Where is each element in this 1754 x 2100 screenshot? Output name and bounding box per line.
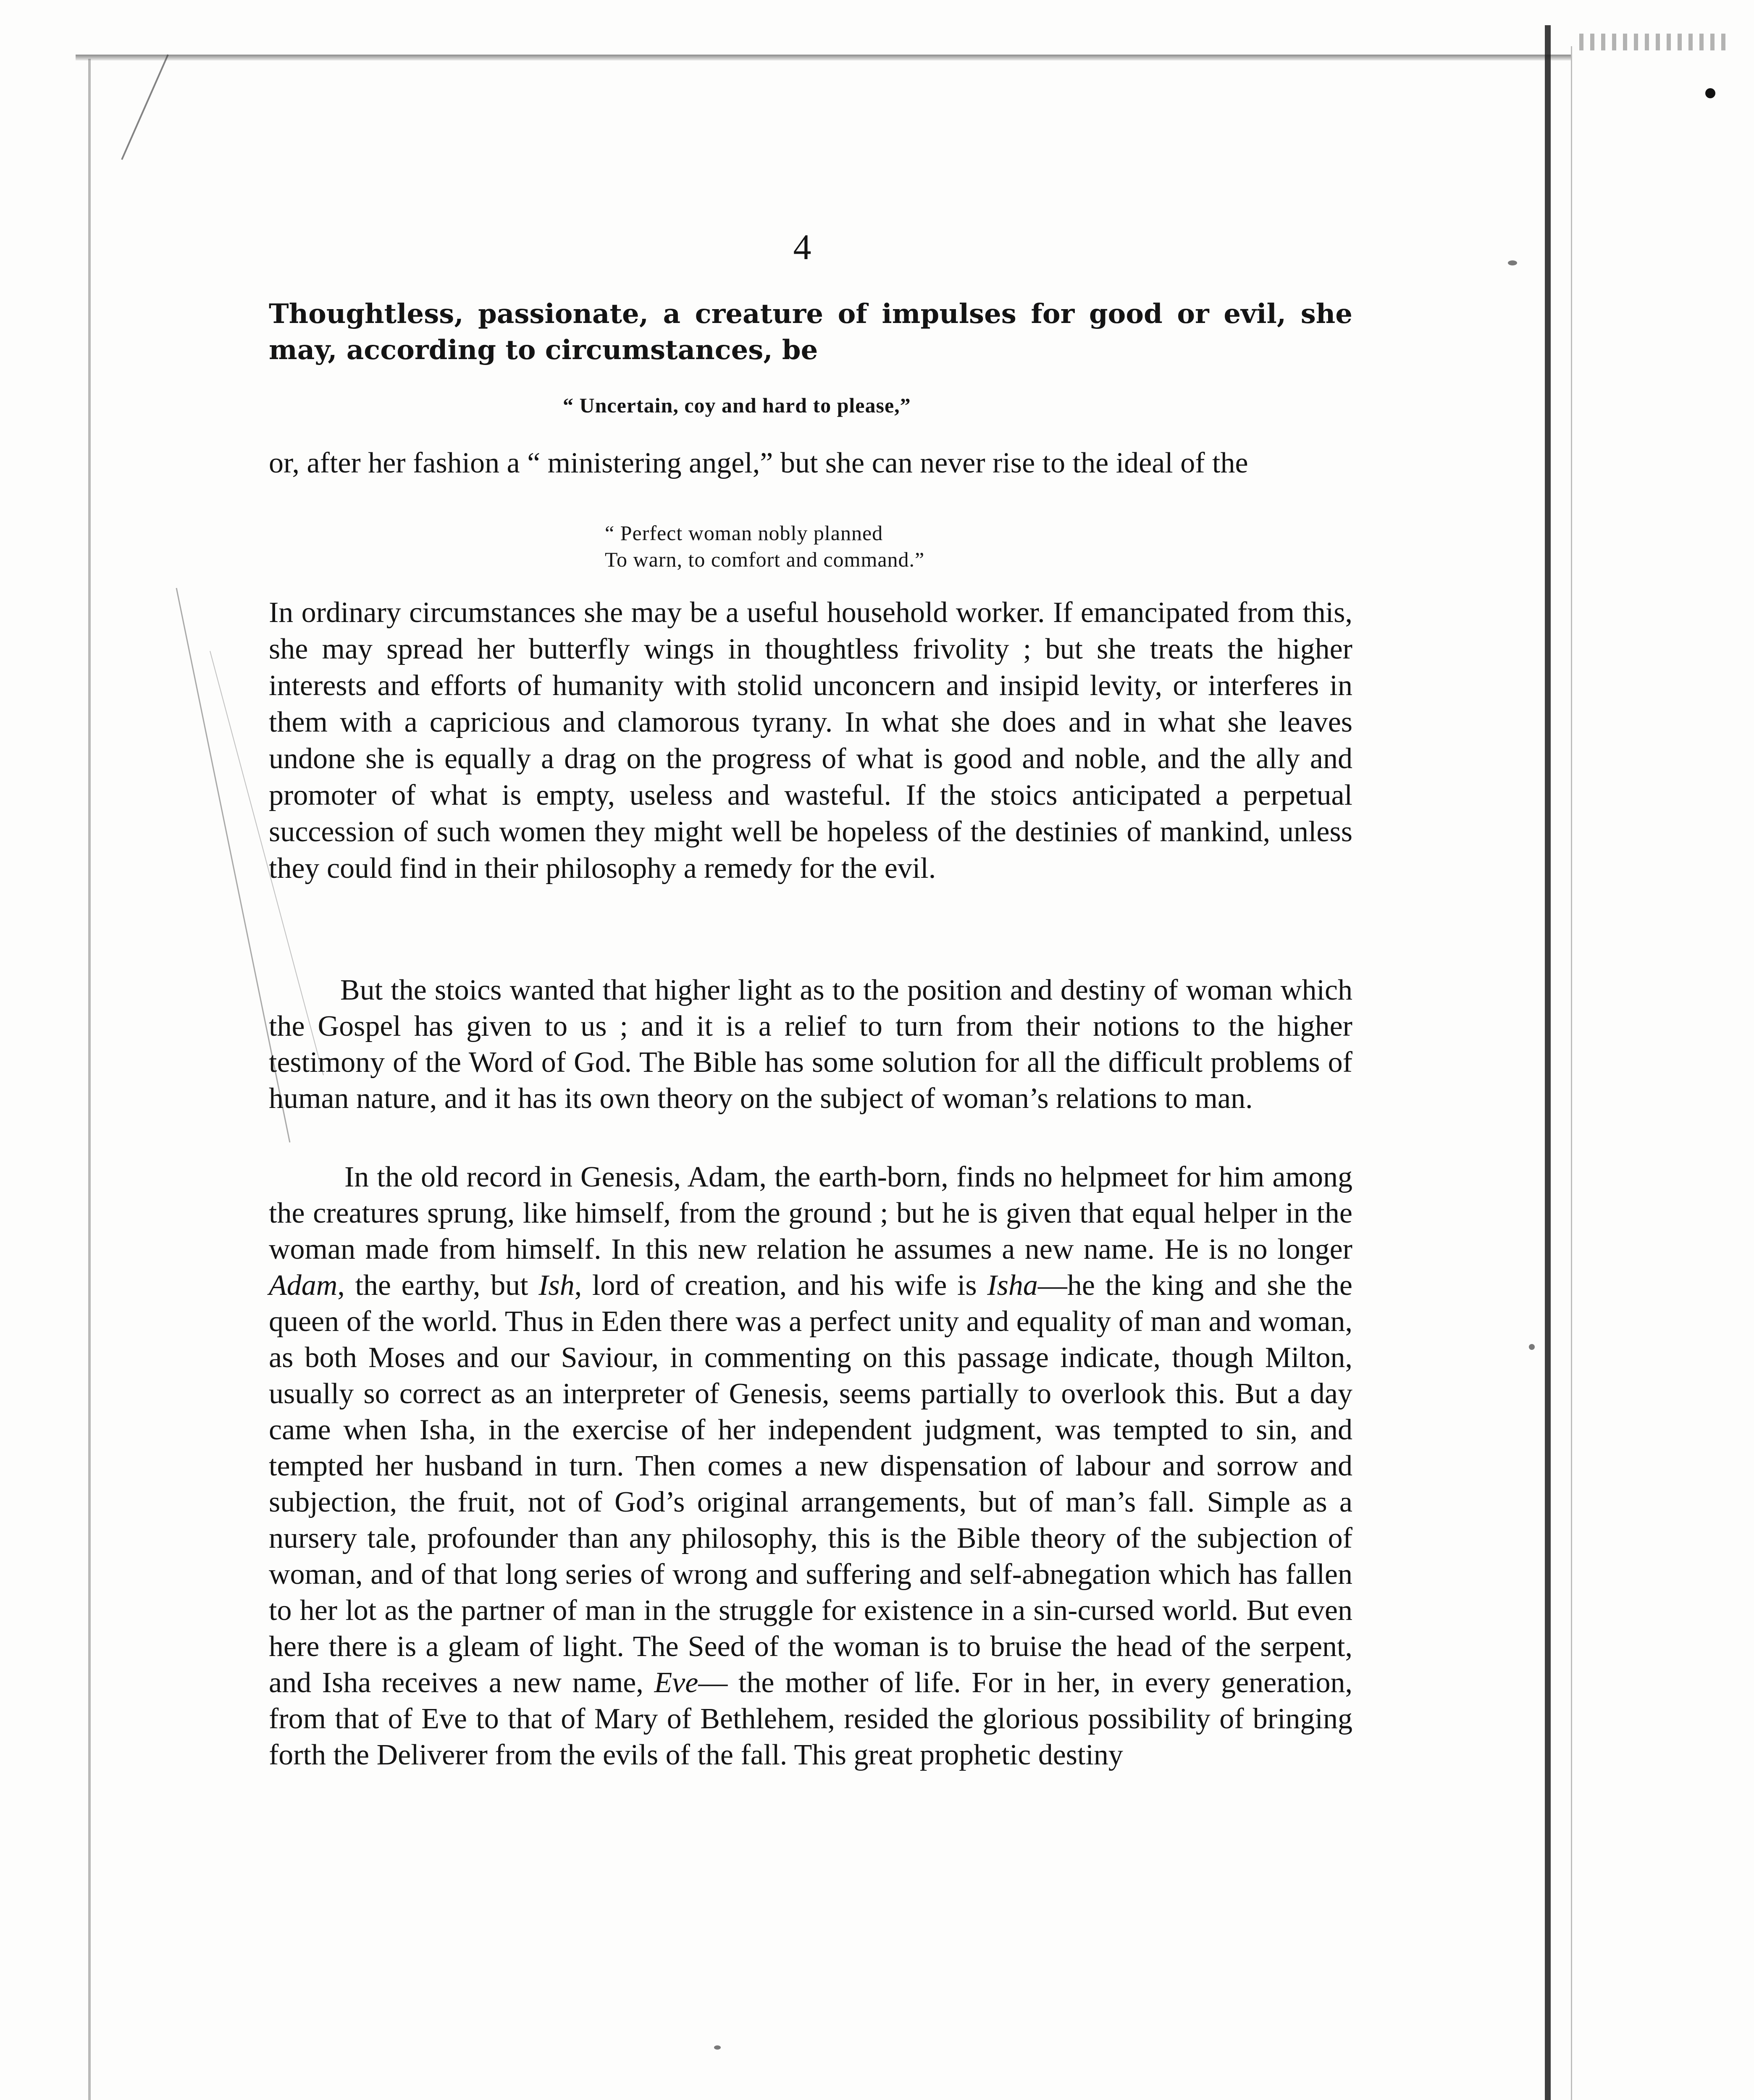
italic-word-eve: Eve [654,1667,698,1699]
opening-sentence: Thoughtless, passionate, a creature of impulses for good or evil, she may, according to circumstances, be [269,298,1352,366]
ministering-angel-sentence: or, after her fashion a “ ministering angel,” but she can never rise to the ideal of the [269,447,1248,479]
italic-word-ish: Ish [538,1269,575,1302]
text-run: —he the king and she the queen of the world. Thus in Eden there was a perfect unity and equality of man and woman, as both Moses and our Saviour, in commenting on this passage indicate, though Milton, usually so correct as an interpreter of Genesis, seems partially to overlook this. But a day came when Isha, in the exercise of her independent judgment, was tempted to sin, and tempted her husband in turn. Then comes a new dispensation of labour and sorrow and subjection, the fruit, not of God’s original arrangements, but of man’s fall. Simple as a nursery tale, profounder than any philosophy, this is the Bible theory of the subjection of woman, and of that long series of wrong and suffering and self-abnegation which has fallen to her lot as the partner of man in the struggle for existence in a sin-cursed world. But even here there is a gleam of light. The Seed of the woman is to bruise the head of the serpent, and Isha receives a new name, [269,1269,1352,1699]
italic-word-adam: Adam [269,1269,338,1302]
quote-perfect-woman [605,520,924,573]
quote-line: To warn, to comfort and command.” [605,548,925,571]
text-run: — the mother of life. For in her, in every generation, from that of Eve to that of Mary of Bethlehem, resided the glorious possibility of bringing forth the Deliverer from the evils of the fall. This great prophetic destiny [269,1667,1352,1771]
quote-line: “ Perfect woman nobly planned [605,521,883,545]
paragraph-genesis [269,1159,1352,1773]
page-number: 4 [793,227,811,267]
quote-uncertain-coy: “ Uncertain, coy and hard to please,” [563,394,911,417]
italic-word-isha: Isha [987,1269,1038,1302]
paragraph-ordinary-circumstances: In ordinary circumstances she may be a useful household worker. If emancipated from this, she may spread her butterfly wings in thoughtless frivolity ; but she treats the higher interests and efforts of humanity with stolid unconcern and insipid levity, or interferes in them with a capricious and clamorous tyrany. In what she does and in what she leaves undone she is equally a drag on the progress of what is good and noble, and the ally and promoter of what is empty, useless and wasteful. If the stoics anticipated a perpetual succession of such women they might well be hopeless of the destinies of mankind, unless they could find in their philosophy a remedy for the evil. [269,596,1352,885]
paragraph-stoics-gospel: But the stoics wanted that higher light as to the position and destiny of woman which the Gospel has given to us ; and it is a relief to turn from their notions to the higher testimony of the Word of God. The Bible has some solution for all the difficult problems of human nature, and it has its own theory on the subject of woman’s relations to man. [269,974,1352,1115]
text-run: , the earthy, but [337,1269,539,1302]
text-run: , lord of creation, and his wife is [574,1269,987,1302]
text-run: In the old record in Genesis, Adam, the earth-born, finds no helpmeet for him among the creatures sprung, like himself, from the ground ; but he is given that equal helper in the woman made from himself. In this new relation he assumes a new name. He is no longer [269,1161,1352,1265]
